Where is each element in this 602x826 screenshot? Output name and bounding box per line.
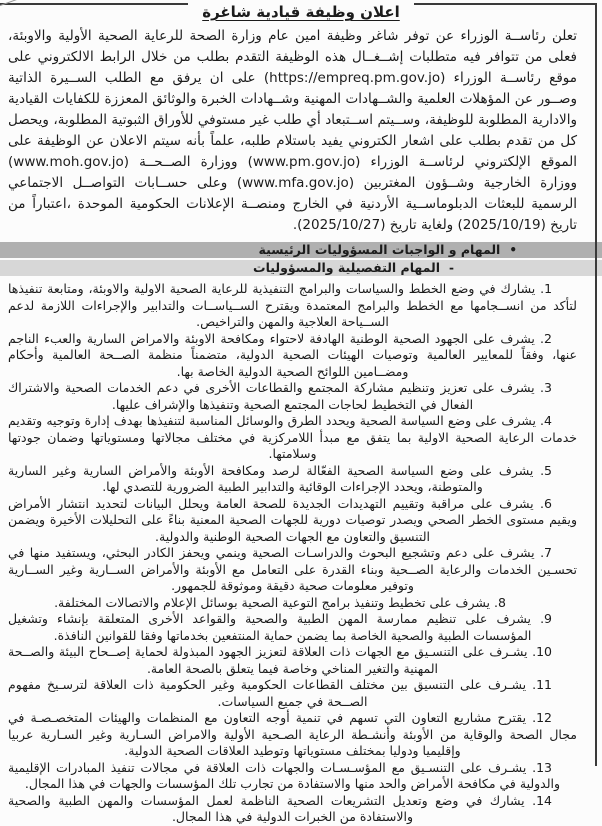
duty-item: 5. يشرف على وضع السياسة الصحية الفعّالة لرصد ومكافحة الأوبئة والأمراض السارية وغير السارية والمتوطنة، ويحدد الإجراءات الوقائية والتدابير الطبية الضرورية للتصدي لها. — [8, 463, 577, 496]
duty-item: 11. يشـرف على التنسيق بين مختلف القطاعات الحكومية وغير الحكومية ذات العلاقة لترسـيخ مفهوم الصــحة في جميع السياسات. — [8, 677, 577, 710]
duty-item: 8. يشرف على تخطيط وتنفيذ برامج التوعية الصحية بوسائل الإعلام والاتصالات المختلفة. — [8, 595, 577, 612]
duties-list — [0, 281, 602, 826]
duty-item: 4. يشرف على وضع السياسة الصحية ويحدد الطرق والوسائل المناسبة لتنفيذها بهدف إدارة وتوجيه وتقديم خدمات الرعاية الصحية الاولية بما يتفق مع مبدأ اللامركزية في مختلف مجالاتها ومستوياتها وضمان جودتها وسلامتها. — [8, 413, 577, 463]
section-header-main-label: المهام و الواجبات المسؤوليات الرئيسية — [258, 242, 501, 257]
bullet-icon: • — [509, 243, 517, 257]
dash-icon: - — [449, 261, 454, 275]
section-header-sub — [0, 260, 602, 276]
title-row — [0, 0, 602, 25]
duty-item: 14. يشارك في وضع وتعديل التشريعات الصحية الناظمة لعمل المؤسسات والمهن الطبية والصحية والاستفادة من الخبرات الدولية في هذا المجال. — [8, 793, 577, 826]
duty-item: 7. يشرف على دعم وتشجيع البحوث والدراسـات الصحية وينمي ويحفز الكادر البحثي، ويستفيد منها في تحسـين الخدمات والرعاية الصــحية وبناء القدرة على التعامل مع الأوبئة والأمراض الســارية وغير الســارية وتوفير معلومات صحية دقيقة وموثوقة للجمهور. — [8, 545, 577, 595]
section-header-main — [0, 242, 602, 258]
duty-item: 6. يشرف على مراقبة وتقييم التهديدات الجديدة للصحة العامة ويحلل البيانات لتحديد انتشار الأمراض ويقيم مستوى الخطر الصحي ويصدر توصيات دورية للجهات الصحية المعنية بناءً على التحليلات الأخيرة ويضمن التنسيق والتعاون مع الجهات الصحية الوطنية والدولية. — [8, 496, 577, 546]
duty-item: 13. يشـرف على التنسـيق مع المؤسـسـات والجهات ذات العلاقة في مجالات تنفيذ المبادرات الإقليمية والدولية في مكافحة الأمراض والحد منها والاستفادة من تجارب تلك المؤسسات والجهات في هذا المجال. — [8, 760, 577, 793]
section-header-sub-label: المهام التفصيلية والمسؤوليات — [253, 260, 441, 275]
duty-item: 3. يشرف على تعزيز وتنظيم مشاركة المجتمع والقطاعات الأخرى في دعم الخدمات الصحية والاشتراك الفعال في التخطيط لحاجات المجتمع الصحية وتنفيذها والإشراف عليها. — [8, 380, 577, 413]
duty-item: 9. يشرف على تنظيم ممارسة المهن الطبية والصحية والقواعد الأخرى المتعلقة بإنشاء وتشغيل المؤسسات الطبية والصحية الخاصة بما يضمن حماية المنتفعين بخدماتها وفقا للقوانين النافذة. — [8, 611, 577, 644]
duty-item: 12. يقترح مشاريع التعاون التي تسهم في تنمية أوجه التعاون مع المنظمات والهيئات المتخصـصـة في مجال الصحة والوقاية من الأوبئة وأنشـطة الرعاية الصـحية الأولية والامراض السـارية وغير السـارية عربيا وإقليميا ودوليا بمختلف مستوياتها وتوطيد العلاقات الصحية الدولية. — [8, 710, 577, 760]
page-title: اعلان وظيفة قيادية شاغرة — [188, 0, 414, 24]
duty-item: 1. يشارك في وضع الخطط والسياسات والبرامج التنفيذية للرعاية الصحية الاولية والاوبئة، ومتابعة تنفيذها لتأكد من انســجامها مع الخطط والبرامج المعتمدة ويقترح الســياســات والتدابير والإجراءات اللازمة لدعم الســياحة العلاجية والمهن والتراخيص. — [8, 281, 577, 331]
duty-item: 10. يشـرف على التنسـيق مع الجهات ذات العلاقة لتعزيز الجهود المبذولة لحماية إصــحاح البيئة والصــحة المهنية والتغير المناخي وخاصة فيما يتعلق بالصحة العامة. — [8, 644, 577, 677]
page-right-border — [595, 3, 597, 766]
duty-item: 2. يشرف على الجهود الصحية الوطنية الهادفة لاحتواء ومكافحة الاوبئة والامراض السارية والعبء الناجم عنها، وفقاً للمعايير العالمية وتوصيات الهيئات الصحية الدولية، متضمناً منظمة الصــحة العالمية وأحكام ومضــامين اللوائح الصحية الدولية الخاصة بها. — [8, 331, 577, 381]
intro-paragraph: تعلن رئاســة الوزراء عن توفر شاغر وظيفة امين عام وزارة الصحة للرعاية الصحية الأولية والاوبئة، فعلى من تتوافر فيه متطلبات إشــغــال هذه الوظيفة التقدم بطلب من خلال الرابط الالكتروني على موقع رئاســة الوزراء (https://empreq.pm.gov.jo) على ان يرفق مع الطلب الســيرة الذاتية وصــور عن المؤهلات العلمية والشــهادات المهنية وشــهادات الخبرة والوثائق المعززة للكفايات القيادية والادارية المطلوبة للوظيفة، وســيتم اســتبعاد أي طلب غير مستوفي للأوراق الثبوتية المطلوبة، ويحصل كل من تقدم بطلب على اشعار الكتروني يفيد باستلام طلبه، علماً بأنه سيتم الاعلان عن الوظيفة على الموقع الإلكتروني لرئاســة الوزراء (www.pm.gov.jo) ووزارة الصــحــة (www.moh.gov.jo) ووزارة الخارجية وشــؤون المغتربين (www.mfa.gov.jo) وعلى حســابات التواصــل الاجتماعي الرسمية للبعثات الدبلوماســية الأردنية في الخارج ومنصــة الإعلانات الحكومية الموحدة ،اعتباراً من تاريخ (2025/10/19) ولغاية تاريخ (2025/10/27). — [8, 28, 578, 233]
